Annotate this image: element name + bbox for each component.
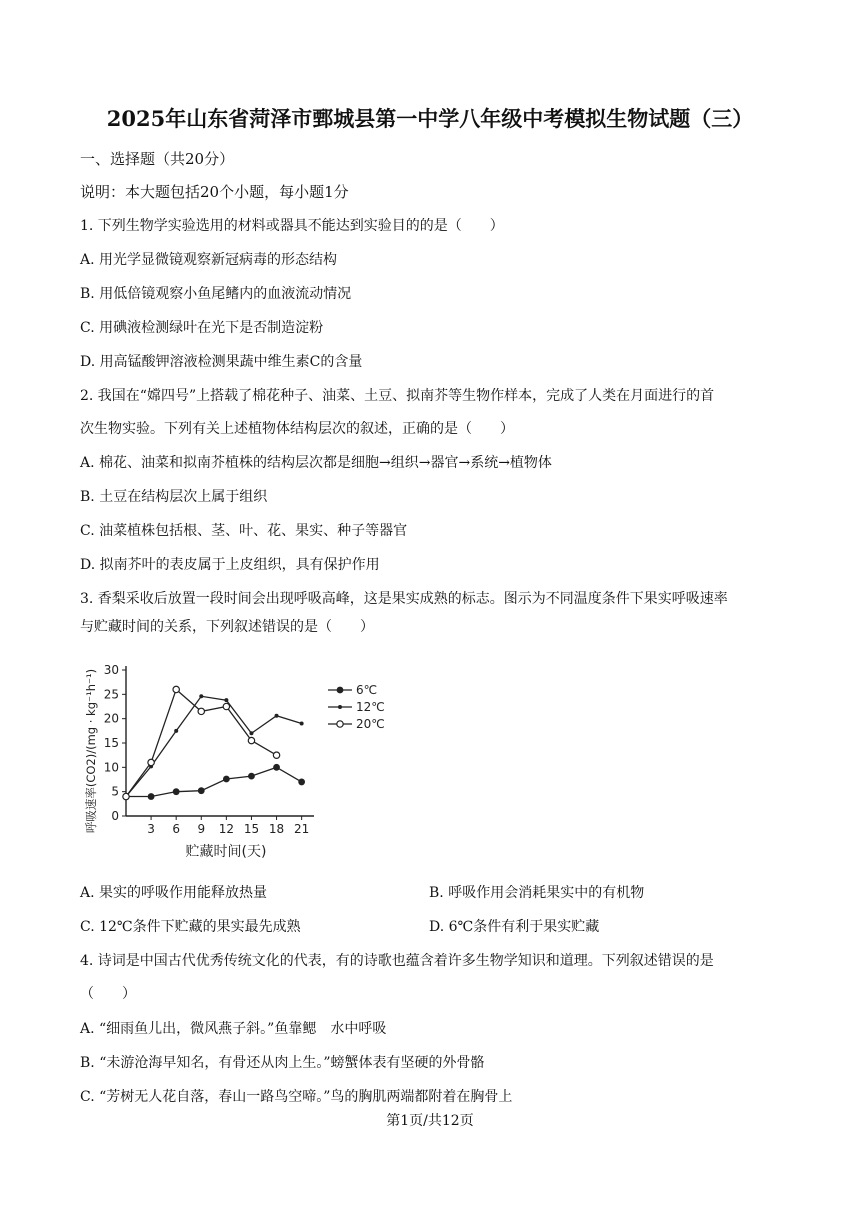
data-point — [300, 722, 304, 726]
y-tick-label: 20 — [103, 711, 119, 726]
data-point — [148, 759, 154, 765]
question-2-option-c: C. 油菜植株包括根、茎、叶、花、果实、种子等器官 — [80, 523, 408, 539]
legend-marker — [337, 721, 343, 727]
series-line-1 — [126, 696, 302, 796]
data-point — [273, 764, 280, 771]
x-tick-label: 18 — [268, 822, 285, 836]
y-tick-label: 15 — [103, 736, 119, 750]
page-footer: 第1页/共12页 — [386, 1113, 474, 1129]
y-tick-label: 30 — [103, 663, 119, 677]
data-point — [173, 788, 180, 795]
data-point — [249, 731, 253, 735]
data-point — [275, 714, 279, 718]
y-tick-label: 10 — [103, 760, 119, 775]
page-title: 2025年山东省菏泽市鄄城县第一中学八年级中考模拟生物试题（三） — [106, 106, 754, 131]
question-1-option-d: D. 用高锰酸钾溶液检测果蔬中维生素C的含量 — [80, 354, 363, 370]
question-1-option-c: C. 用碘液检测绿叶在光下是否制造淀粉 — [80, 320, 324, 336]
question-2-stem-line-2: 次生物实验。下列有关上述植物体结构层次的叙述，正确的是（ ） — [80, 421, 514, 437]
question-3-stem-line-2: 与贮藏时间的关系，下列叙述错误的是（ ） — [80, 619, 374, 635]
data-point — [248, 773, 255, 780]
question-3-option-a: A. 果实的呼吸作用能释放热量 — [80, 885, 268, 901]
data-point — [223, 776, 230, 783]
legend-marker — [337, 687, 344, 694]
question-3-option-d: D. 6℃条件有利于果实贮藏 — [429, 919, 600, 935]
data-point — [198, 787, 205, 794]
data-point — [198, 708, 204, 714]
series-line-0 — [126, 767, 302, 796]
x-tick-label: 21 — [293, 822, 310, 836]
question-2-option-a: A. 棉花、油菜和拟南芥植株的结构层次都是细胞→组织→器官→系统→植物体 — [80, 455, 552, 471]
question-4-option-b: B. “未游沧海早知名，有骨还从肉上生。”螃蟹体表有坚硬的外骨骼 — [80, 1055, 485, 1071]
data-point — [248, 737, 254, 743]
question-1-stem: 1. 下列生物学实验选用的材料或器具不能达到实验目的的是（ ） — [80, 218, 504, 234]
x-axis-title: 贮藏时间(天) — [185, 844, 267, 860]
question-2-option-b: B. 土豆在结构层次上属于组织 — [80, 489, 268, 505]
section-heading: 一、选择题（共20分） — [80, 150, 235, 168]
data-point — [223, 703, 229, 709]
data-point — [224, 698, 228, 702]
y-tick-label: 5 — [111, 784, 119, 799]
question-4-stem-line-2: （ ） — [80, 986, 136, 1002]
x-tick-label: 9 — [197, 822, 206, 836]
question-1-option-b: B. 用低倍镜观察小鱼尾鳍内的血液流动情况 — [80, 286, 352, 302]
question-4-option-c: C. “芳树无人花自落，春山一路鸟空啼。”鸟的胸肌两端都附着在胸骨上 — [80, 1089, 513, 1105]
data-point — [123, 793, 129, 799]
data-point — [298, 779, 305, 786]
question-3-option-c: C. 12℃条件下贮藏的果实最先成熟 — [80, 919, 301, 935]
data-point — [173, 686, 179, 692]
data-point — [148, 793, 155, 800]
question-2-option-d: D. 拟南芥叶的表皮属于上皮组织，具有保护作用 — [80, 557, 380, 573]
legend-label: 6℃ — [356, 683, 378, 697]
question-2-stem-line-1: 2. 我国在“嫦四号”上搭载了棉花种子、油菜、土豆、拟南芥等生物作样本，完成了人类在月面进行的首 — [80, 388, 715, 404]
x-tick-label: 3 — [147, 822, 155, 836]
x-tick-label: 15 — [243, 822, 260, 836]
x-tick-label: 6 — [172, 822, 181, 836]
question-1-option-a: A. 用光学显微镜观察新冠病毒的形态结构 — [80, 252, 338, 268]
legend-marker — [338, 705, 342, 709]
x-tick-label: 12 — [218, 822, 235, 836]
data-point — [199, 694, 203, 698]
y-axis-title: 呼吸速率(CO2)/(mg · kg⁻¹h⁻¹) — [84, 668, 98, 834]
legend-label: 20℃ — [356, 717, 385, 731]
data-point — [174, 729, 178, 733]
legend-label: 12℃ — [356, 700, 385, 714]
respiration-rate-chart — [78, 648, 398, 873]
y-tick-label: 25 — [103, 687, 119, 702]
question-3-option-b: B. 呼吸作用会消耗果实中的有机物 — [429, 885, 645, 901]
section-note: 说明：本大题包括20个小题，每小题1分 — [80, 183, 349, 201]
question-3-stem-line-1: 3. 香梨采收后放置一段时间会出现呼吸高峰，这是果实成熟的标志。图示为不同温度条件下果实呼吸速率 — [80, 591, 728, 607]
question-4-stem-line-1: 4. 诗词是中国古代优秀传统文化的代表，有的诗歌也蕴含着许多生物学知识和道理。下列叙述错误的是 — [80, 953, 714, 969]
data-point — [273, 752, 279, 758]
y-tick-label: 0 — [111, 809, 119, 823]
question-4-option-a: A. “细雨鱼儿出，微风燕子斜。”鱼靠鳃 水中呼吸 — [80, 1021, 387, 1037]
